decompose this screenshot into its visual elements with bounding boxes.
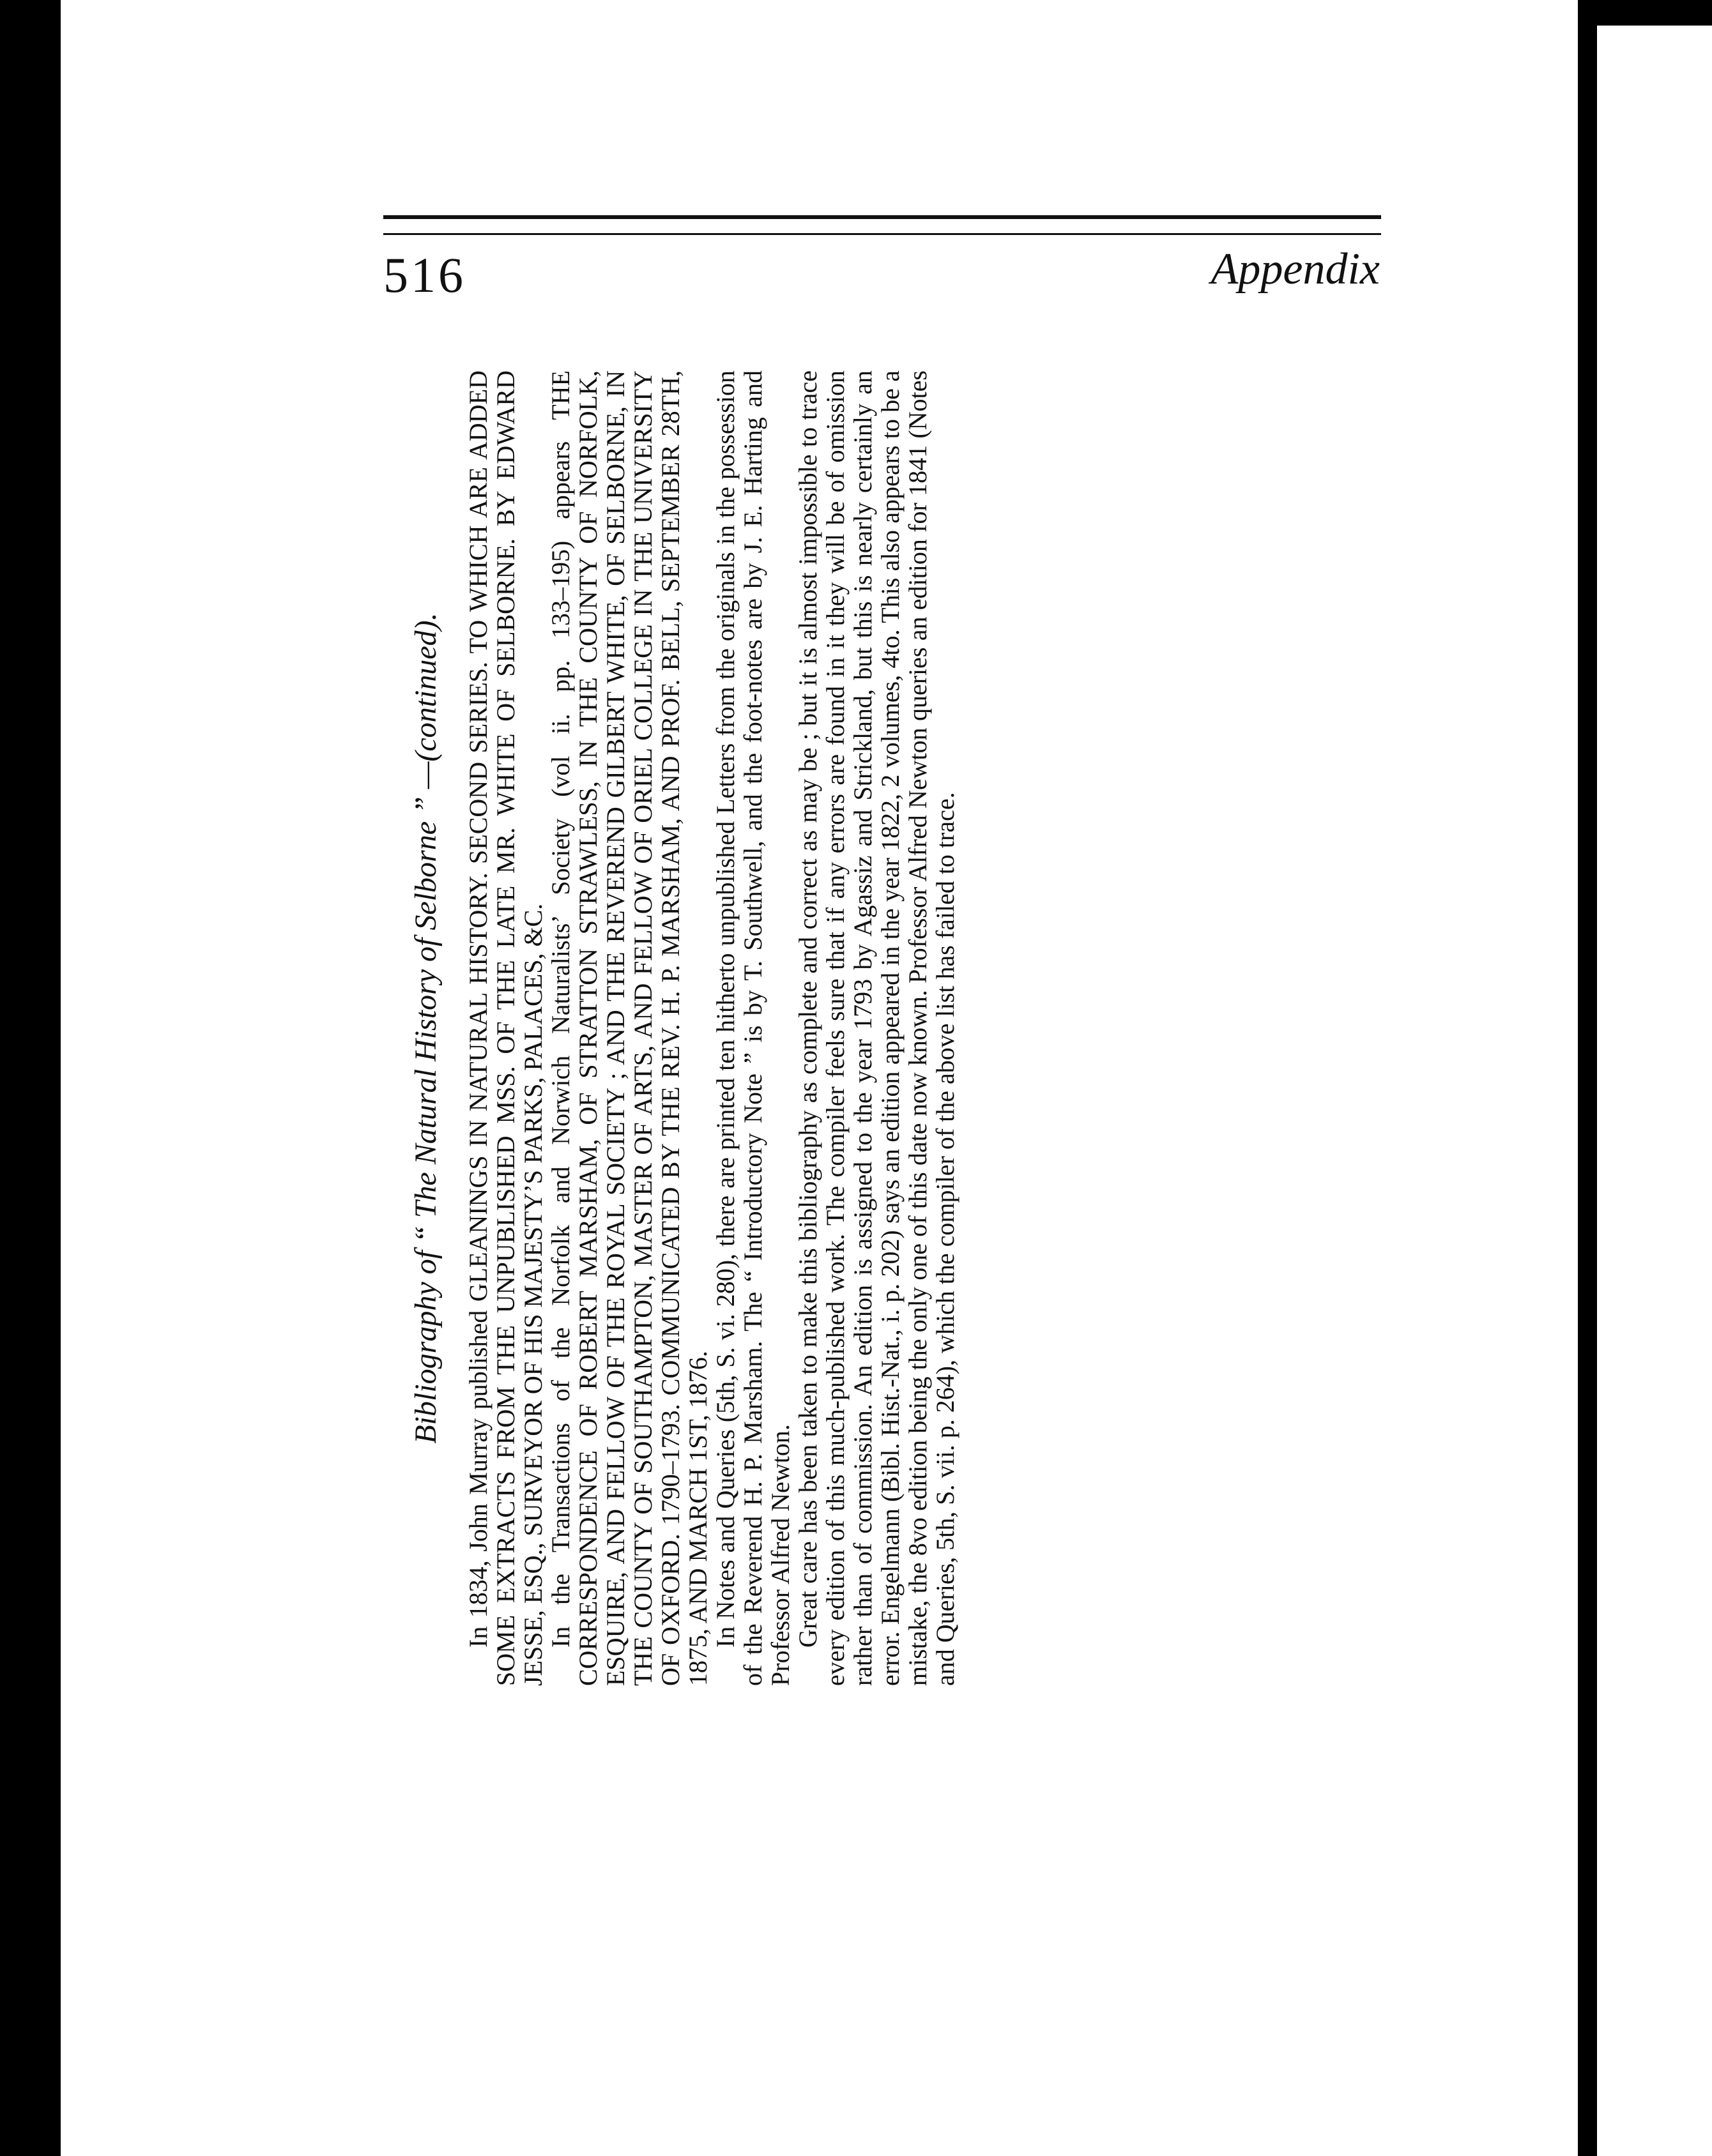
paragraph-murray-gleanings: In 1834, John Murray published GLEANINGS IN NATURAL HISTORY. SECOND SERIES. TO WHICH ARE ADDED SOME EXTRACTS FROM THE UNPUBLISHED MSS. OF THE LATE MR. WHITE OF SELBORNE. BY EDWARD JESSE, ESQ., SURVEYOR OF HIS MAJESTY’S PARKS, PALACES, &C. xyxy=(464,370,547,1686)
running-head: Appendix xyxy=(1211,245,1380,294)
paragraph-compiler-note: Great care has been taken to make this bibliography as complete and correct as may be ; but it is almost impossible to trace every edition of this much-published work. The compiler feels sure that if any errors are found in it they will be of omission rather than of commission. An edition is assigned to the year 1793 by Agassiz and Strickland, but this is nearly certainly an error. Engelmann (Bibl. Hist.-Nat., i. p. 202) says an edition appeared in the year 1822, 2 volumes, 4to. This also appears to be a mistake, the 8vo edition being the only one of this date now known. Professor Alfred Newton queries an edition for 1841 (Notes and Queries, 5th, S. vii. p. 264), which the compiler of the above list has failed to trace. xyxy=(793,370,959,1686)
paragraph-marsham-correspondence: In the Transactions of the Norfolk and Norwich Naturalists’ Society (vol ii. pp. 133–195) appears THE CORRESPONDENCE OF ROBERT MARSHAM, OF STRATTON STRAWLESS, IN THE COUNTY OF NORFOLK, ESQUIRE, AND FELLOW OF THE ROYAL SOCIETY ; AND THE REVEREND GILBERT WHITE, OF SELBORNE, IN THE COUNTY OF SOUTHAMPTON, MASTER OF ARTS, AND FELLOW OF ORIEL COLLEGE IN THE UNIVERSITY OF OXFORD. 1790–1793. COMMUNICATED BY THE REV. H. P. MARSHAM, AND PROF. BELL, SEPTEMBER 28TH, 1875, AND MARCH 1ST, 1876. xyxy=(546,370,712,1686)
section-heading: Bibliography of “ The Natural History of Selborne ” —(continued). xyxy=(409,612,443,1444)
adjacent-page-edge xyxy=(1597,26,1712,2156)
rotated-text-block xyxy=(407,370,982,1686)
header-rule-thin xyxy=(383,233,1381,235)
header-rule-thick xyxy=(383,215,1381,219)
paragraph-notes-and-queries: In Notes and Queries (5th, S. vi. 280), there are printed ten hitherto unpublished Letters from the originals in the possession of the Reverend H. P. Marsham. The “ Introductory Note ” is by T. Southwell, and the foot-notes are by J. E. Harting and Professor Alfred Newton. xyxy=(711,370,795,1686)
page-number: 516 xyxy=(383,247,466,303)
